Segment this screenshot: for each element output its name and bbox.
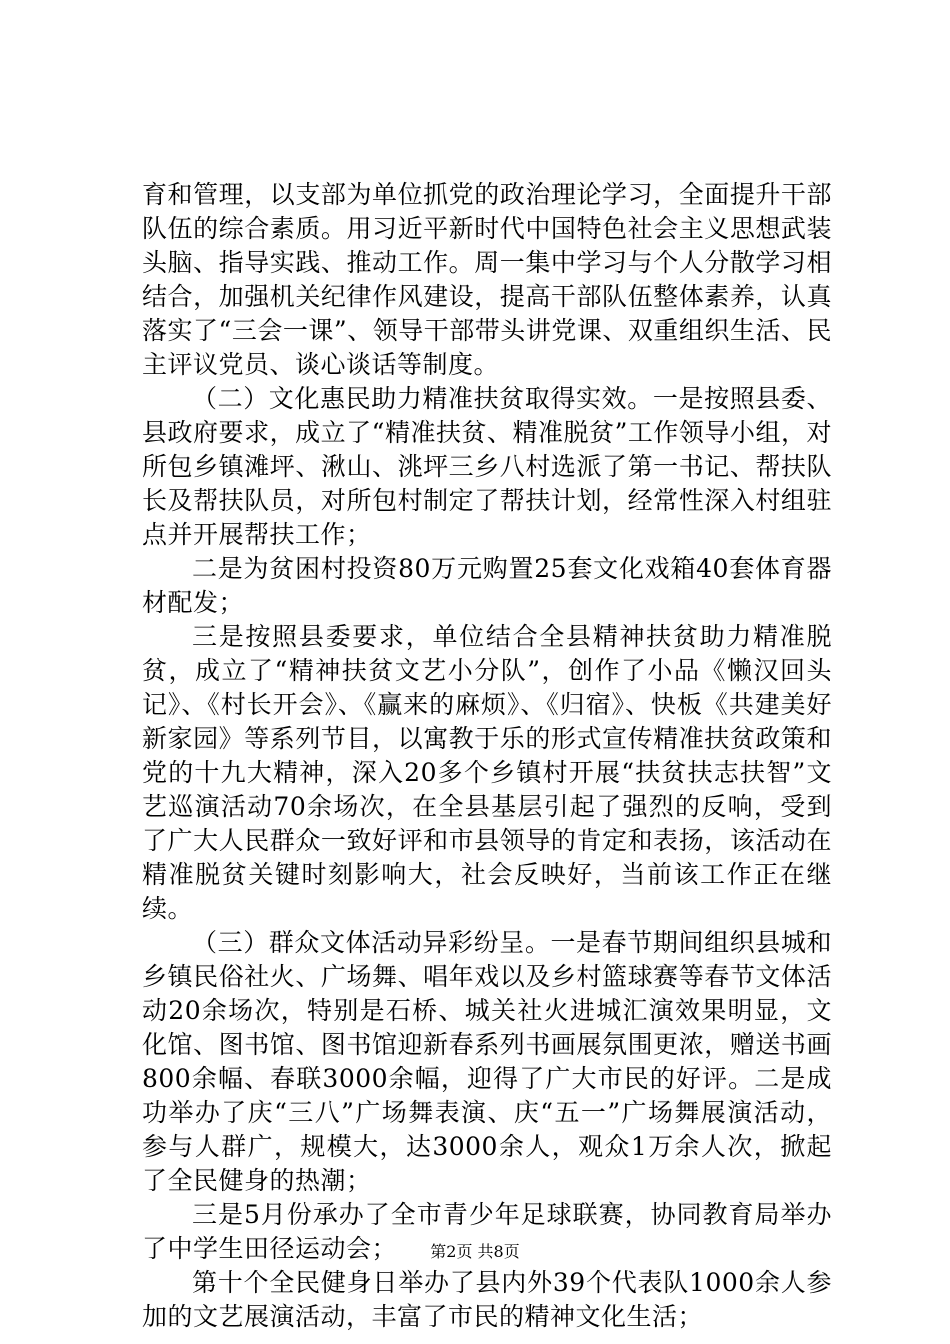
document-body: [142, 178, 832, 1334]
paragraph-football: 三是5月份承办了全市青少年足球联赛，协同教育局举办了中学生田径运动会；: [142, 1200, 832, 1263]
paragraph-fitness-day: 第十个全民健身日举办了县内外39个代表队1000余人参加的文艺展演活动，丰富了市民的精神文化生活；: [142, 1268, 832, 1331]
paragraph-art-troupe: 三是按照县委要求，单位结合全县精神扶贫助力精准脱贫，成立了“精神扶贫文艺小分队”，创作了小品《懒汉回头记》、《村长开会》、《赢来的麻烦》、《归宿》、快板《共建美好新家园》等系列节目，以寓教于乐的形式宣传精准扶贫政策和党的十九大精神，深入20多个乡镇村开展“扶贫扶志扶智”文艺巡演活动70余场次，在全县基层引起了强烈的反响，受到了广大人民群众一致好评和市县领导的肯定和表扬，该活动在精准脱贫关键时刻影响大，社会反映好，当前该工作正在继续。: [142, 622, 832, 923]
paragraph-section-three: （三）群众文体活动异彩纷呈。一是春节期间组织县城和乡镇民俗社火、广场舞、唱年戏以及乡村篮球赛等春节文体活动20余场次，特别是石桥、城关社火进城汇演效果明显，文化馆、图书馆、图书馆迎新春系列书画展氛围更浓，赠送书画800余幅、春联3000余幅，迎得了广大市民的好评。二是成功举办了庆“三八”广场舞表演、庆“五一”广场舞展演活动，参与人群广，规模大，达3000余人，观众1万余人次，掀起了全民健身的热潮；: [142, 928, 832, 1195]
paragraph-section-two: （二）文化惠民助力精准扶贫取得实效。一是按照县委、县政府要求，成立了“精准扶贫、精准脱贫”工作领导小组，对所包乡镇滩坪、湫山、洮坪三乡八村选派了第一书记、帮扶队长及帮扶队员，对所包村制定了帮扶计划，经常性深入村组驻点并开展帮扶工作；: [142, 384, 832, 549]
page-number: 第2页 共8页: [430, 1242, 520, 1261]
paragraph-investment: 二是为贫困村投资80万元购置25套文化戏箱40套体育器材配发；: [142, 554, 832, 617]
paragraph-continuation: 育和管理，以支部为单位抓党的政治理论学习，全面提升干部队伍的综合素质。用习近平新时代中国特色社会主义思想武装头脑、指导实践、推动工作。周一集中学习与个人分散学习相结合，加强机关纪律作风建设，提高干部队伍整体素养，认真落实了“三会一课”、领导干部带头讲党课、双重组织生活、民主评议党员、谈心谈话等制度。: [142, 180, 832, 379]
